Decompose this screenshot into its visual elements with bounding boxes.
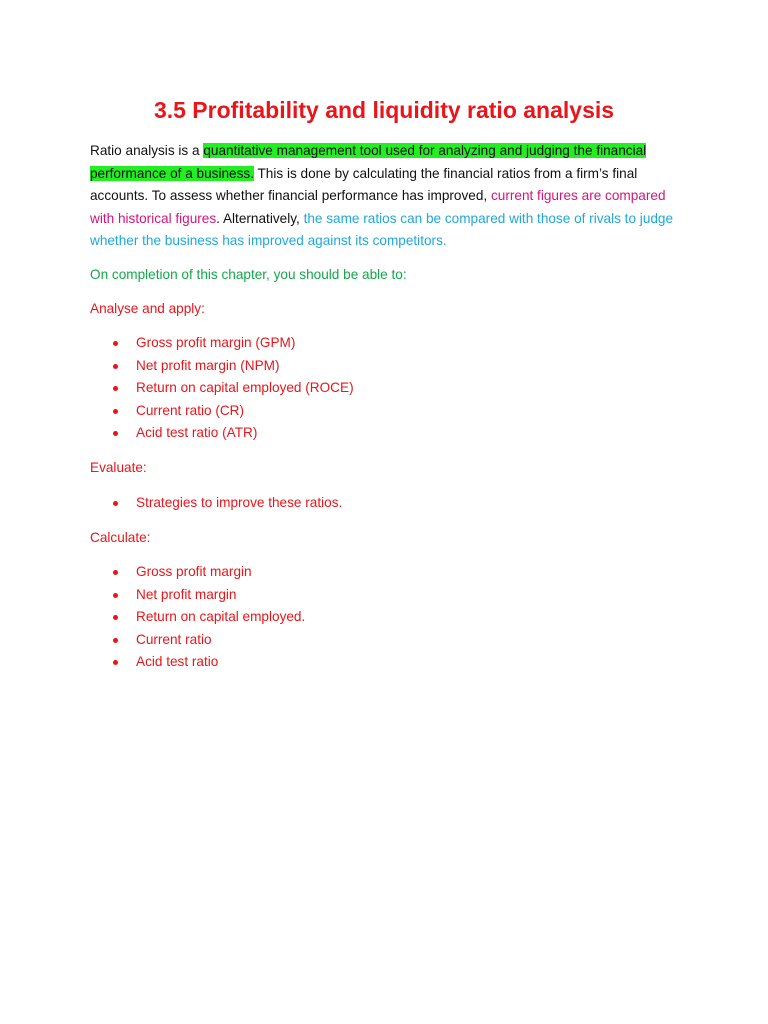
evaluate-list <box>110 492 342 515</box>
intro-cyan-text: the same ratios can be compared with those of rivals to judge whether the business has improved against its competitors. <box>90 210 674 249</box>
list-item <box>110 355 354 378</box>
intro-text-1: Ratio analysis is a <box>90 143 204 158</box>
list-item <box>110 629 305 652</box>
list-item-text: Strategies to improve these ratios. <box>136 495 343 510</box>
list-item-text: Gross profit margin (GPM) <box>136 335 296 350</box>
section-heading-evaluate: Evaluate: <box>90 460 147 475</box>
list-item-text: Current ratio <box>136 631 212 647</box>
list-item-text: Net profit margin <box>136 586 237 602</box>
list-item-text: Return on capital employed (ROCE) <box>136 380 354 396</box>
list-item-text: Current ratio (CR) <box>136 402 245 418</box>
list-item-text: Return on capital employed. <box>136 609 306 625</box>
list-item <box>110 561 305 584</box>
section-heading-analyse: Analyse and apply: <box>90 301 205 316</box>
bullet-icon <box>113 386 118 391</box>
list-item <box>110 584 305 607</box>
bullet-icon <box>113 593 118 598</box>
list-item <box>110 400 354 423</box>
list-item <box>110 651 305 674</box>
intro-magenta-text: current figures are compared with historical figures <box>90 188 666 226</box>
bullet-icon <box>113 570 118 575</box>
intro-paragraph <box>90 140 690 253</box>
list-item <box>110 332 354 355</box>
analyse-list <box>110 332 354 445</box>
section-heading-calculate: Calculate: <box>90 530 151 545</box>
list-item <box>110 422 354 445</box>
intro-highlight: quantitative management tool used for analyzing and judging the financial performance of a business. <box>90 143 647 181</box>
bullet-icon <box>113 638 118 643</box>
list-item-text: Acid test ratio (ATR) <box>136 425 258 441</box>
objectives-intro: On completion of this chapter, you should be able to: <box>90 267 407 282</box>
list-item-text: Acid test ratio <box>136 654 219 670</box>
intro-text-3: . Alternatively, <box>216 210 304 226</box>
bullet-icon <box>113 660 118 665</box>
bullet-icon <box>113 341 118 346</box>
bullet-icon <box>113 409 118 414</box>
list-item-text: Gross profit margin <box>136 564 252 579</box>
bullet-icon <box>113 431 118 436</box>
list-item <box>110 606 305 629</box>
list-item <box>110 377 354 400</box>
list-item-text: Net profit margin (NPM) <box>136 357 280 373</box>
intro-text-2: This is done by calculating the financial ratios from a firm’s final accounts. To assess whether financial performance has improved, <box>90 165 638 204</box>
bullet-icon <box>113 501 118 506</box>
calculate-list <box>110 561 305 674</box>
bullet-icon <box>113 615 118 620</box>
bullet-icon <box>113 364 118 369</box>
page-title: 3.5 Profitability and liquidity ratio analysis <box>153 97 615 123</box>
list-item <box>110 492 342 515</box>
